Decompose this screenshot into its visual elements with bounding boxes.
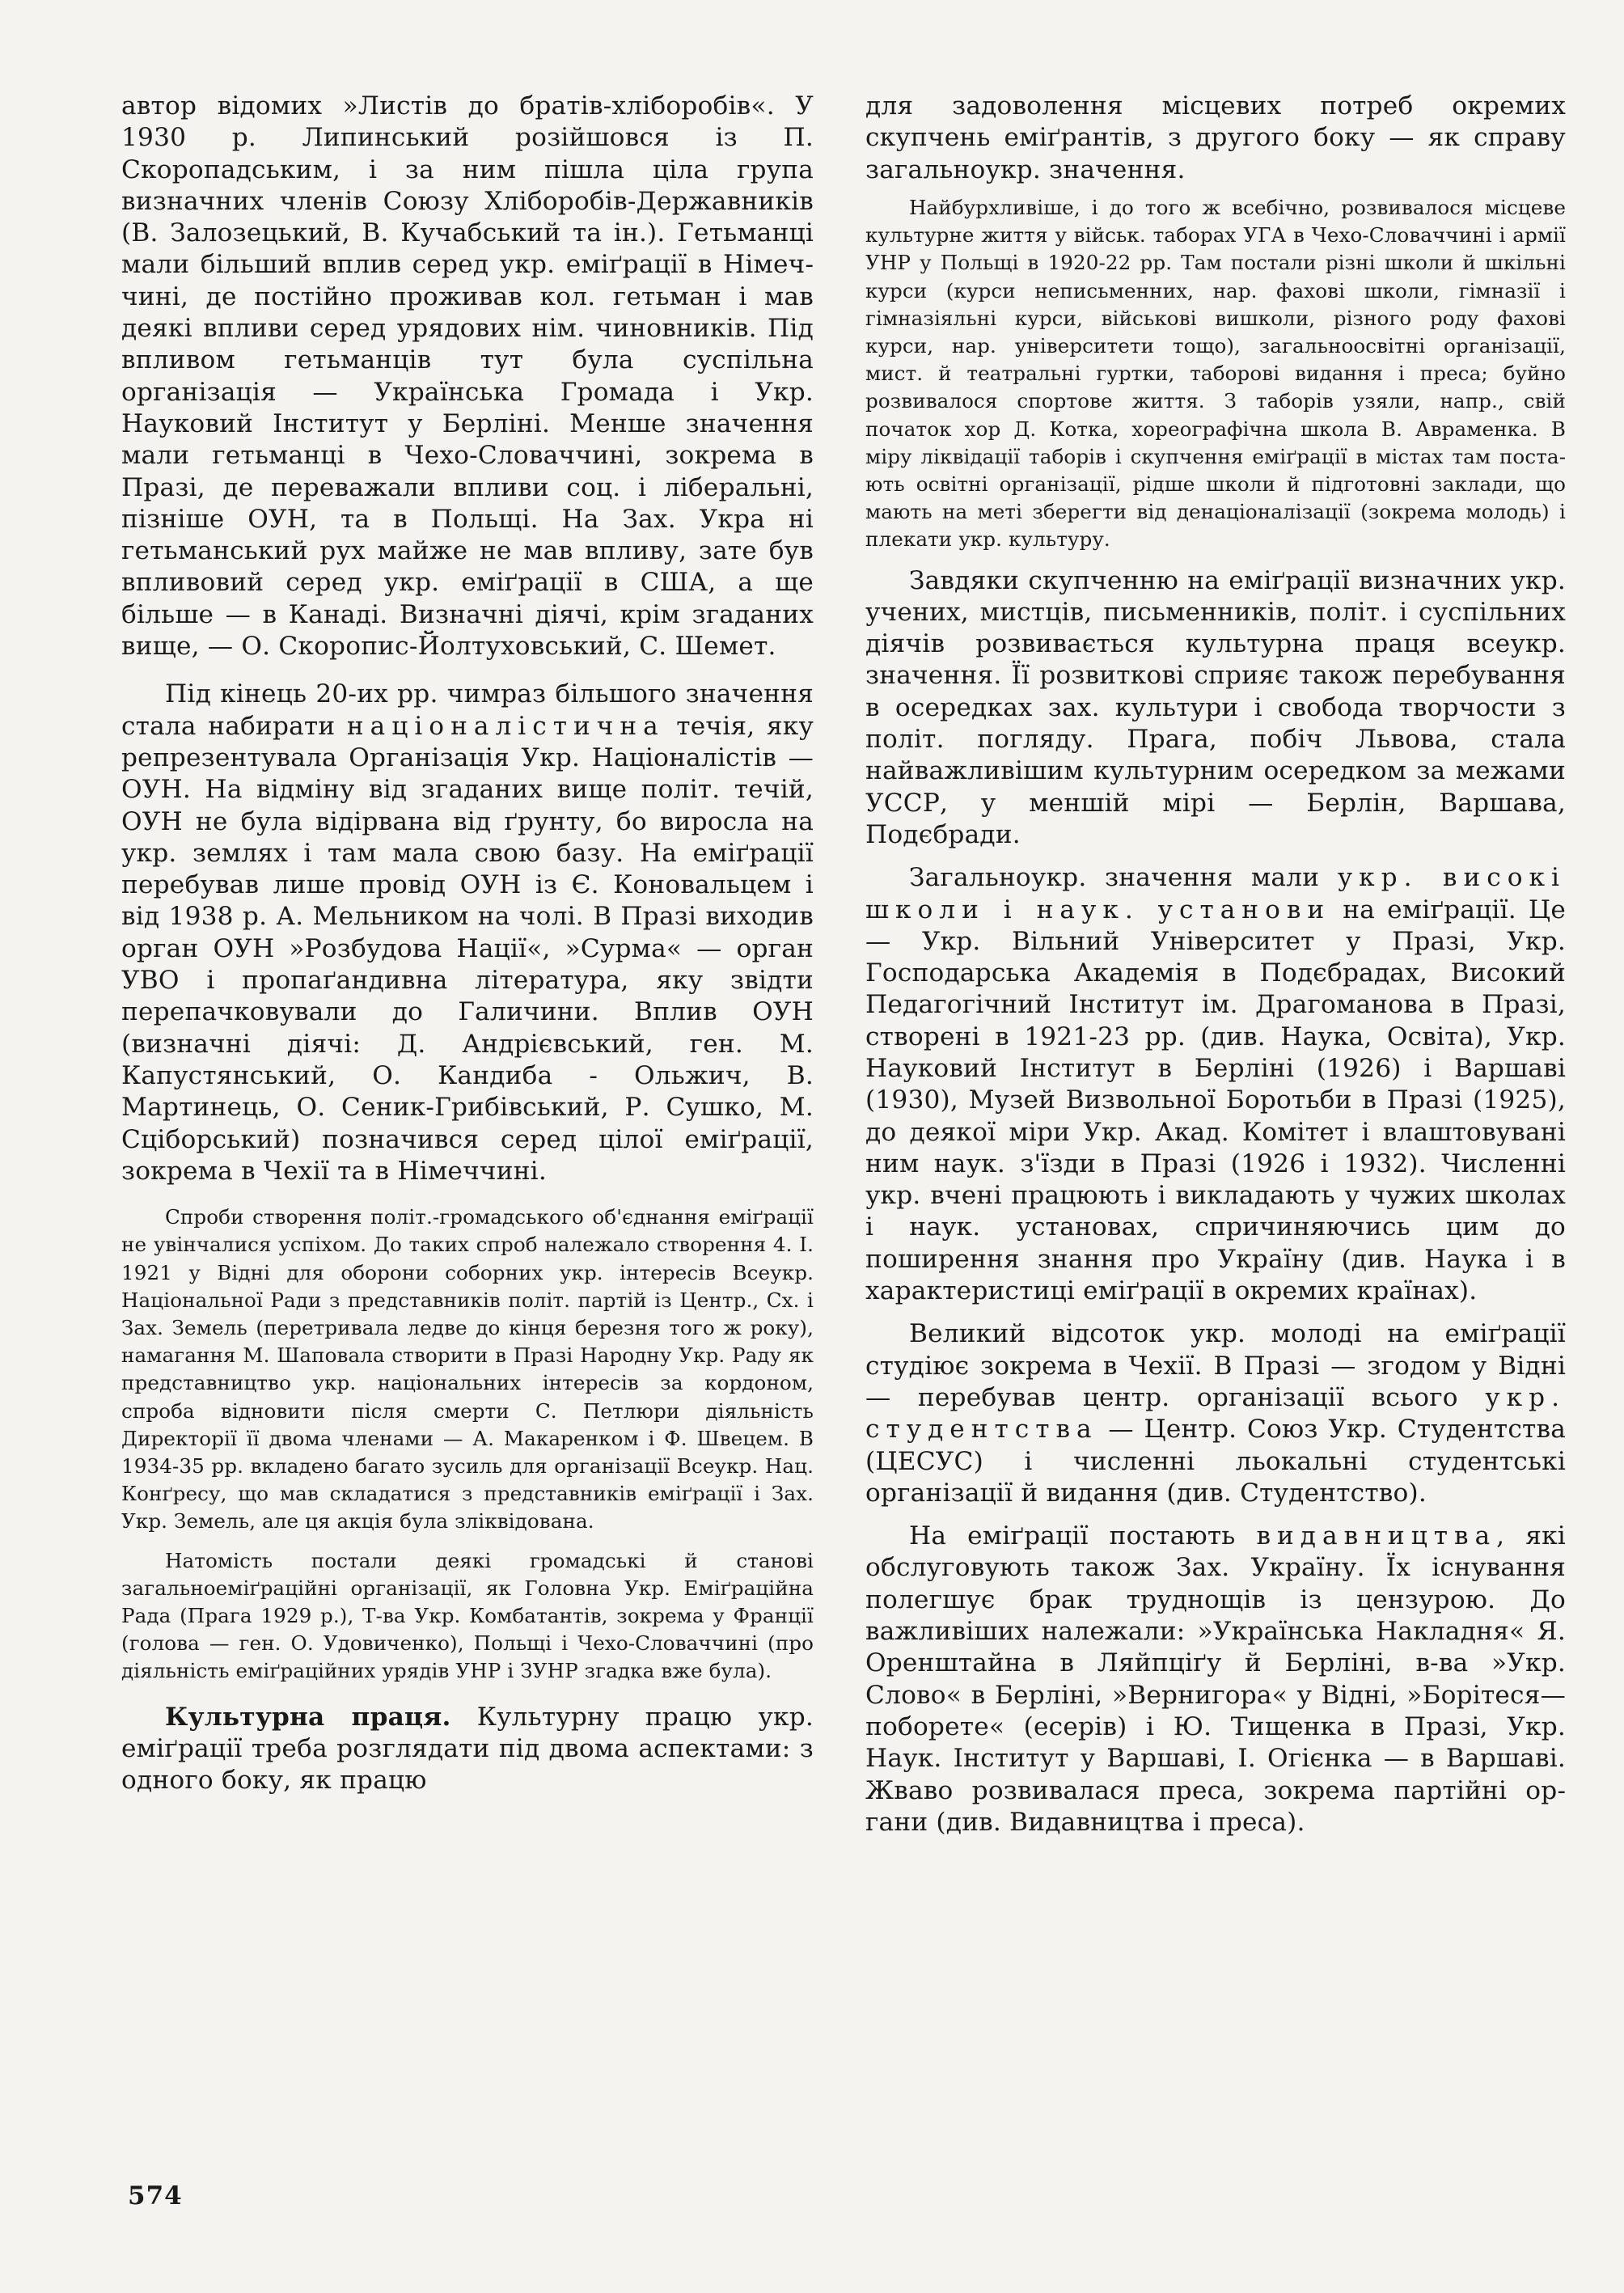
paragraph-oun [121, 679, 814, 1187]
paragraph-text: — Центр. Союз Укр. Студентства (ЦЕСУС) і численні льокальні студентські організації й видання (див. Студентство). [865, 1415, 1566, 1508]
paragraph-camps: Найбурхливіше, і до того ж всебічно, розвивалося місцеве культурне життя у військ. таборах УГА в Чехо-Словаччині і армії УНР у Польщі в 1920-22 рр. Там постали різні школи й шкільні курси (курси неписьменних, нар. фахові школи, гімназії і гімназіяльні курси, військові вишколи, різного роду фахові курси, нар. університети тощо), загальноосвітні організації, мист. й театральні гуртки, таборові видання і преса; буйно розвивалося спортове життя. З таборів узяли, напр., свій початок хор Д. Котка, хореографічна школа В. Авраменка. В міру ліквідації таборів і скупчення еміґрації в містах там постають освітні організації, рідше школи й підготовні заклади, що мають на меті зберегти від денаціоналізації (зокрема молодь) і плекати укр. культуру. [865, 195, 1566, 552]
paragraph-text: течія, яку репрезентувала Організація Укр. Націоналістів — ОУН. На відміну від згаданих вище політ. течій, ОУН не була відірвана від ґрунту, бо виросла на укр. землях і там мала свою базу. На еміґрації перебував лише провід ОУН із Є. Коновальцем і від 1938 р. А. Мельником на чолі. В Празі виходив орган ОУН »Розбудова Нації«, »Сурма« — орган УВО і пропаґандивна література, яку звідти перепачковували до Галичини. Вплив ОУН (визначні діячі: Д. Андрієвський, ген. М. Капустянський, О. Кандиба - Ольжич, В. Мартинець, О. Сеник-Грибівський, Р. Сушко, М. Сціборський) позначився серед цілої еміґрації, зокрема в Чехії та в Німеччині. [121, 711, 814, 1186]
paragraph-text: Великий відсоток укр. молоді на еміґрації студіює зокрема в Чехії. В Празі — згодом у Відні — перебував центр. організації всього [865, 1319, 1566, 1412]
paragraph-text: На еміґрації постають [909, 1521, 1257, 1551]
paragraph-cultural-work [121, 1702, 814, 1797]
right-column [865, 91, 1566, 1838]
page-number: 574 [128, 2181, 183, 2211]
paragraph-text: на еміґрації. Це — Укр. Вільний Університет у Празі, Укр. Господарська Академія в Подєбрадах, Високий Педагогічний Інститут ім. Драгоманова в Празі, створені в 1921-23 рр. (див. Наука, Освіта), Укр. Науковий Інститут в Берліні (1926) і Варшаві (1930), Музей Визвольної Боротьби в Празі (1925), до деякої міри Укр. Акад. Комітет і влаштовувані ним наук. з'їзди в Празі (1926 і 1932). Численні укр. вчені працюють і викладають у чужих школах і наук. установах, спричиняючись цим до поширення знання про Україну (див. Наука і в характеристиці еміґрації в окремих країнах). [865, 895, 1566, 1306]
left-column [121, 91, 814, 1796]
paragraph-organizations: Натомість постали деякі громадські й станові загальноеміґраційні організації, як Головна Укр. Еміґраційна Рада (Прага 1929 р.), Т-ва Укр. Комбатантів, зокрема у Франції (голова — ген. О. Удовиченко), Польщі і Чехо-Словаччині (про діяльність еміґраційних урядів УНР і ЗУНР згадка вже була). [121, 1548, 814, 1683]
paragraph-cultural-centers: Завдяки скупченню на еміґрації визначних укр. учених, мистців, письменників, політ. і суспільних діячів розвивається культурна праця всеукр. значення. Її розвиткові сприяє також перебування в осередках зах. культури і свобода творчости з політ. погляду. Прага, побіч Львова, стала найважливішим культурним осередком за межами УССР, у меншій мірі — Берлін, Варшава, Подєбради. [865, 565, 1566, 849]
spaced-term: націоналістична [346, 711, 665, 741]
paragraph-hetman-movement: автор відомих »Листів до братів-хліборобів«. У 1930 р. Липинський розійшовся із П. Скоропадським, і за ним пішла ціла група визначних членів Союзу Хліборобів-Державників (В. Залозецький, В. Кучабський та ін.). Гетьманці мали більший вплив серед укр. еміґрації в Німеччині, де постійно проживав кол. гетьман і мав деякі впливи серед урядових нім. чиновників. Під впливом гетьманців тут була суспільна організація — Українська Громада і Укр. Науковий Інститут у Берліні. Менше значення мали гетьманці в Чехо-Словаччині, зокрема в Празі, де переважали впливи соц. і ліберальні, пізніше ОУН, та в Польщі. На Зах. Укра ні гетьманський рух майже не мав впливу, зате був впливовий серед укр. еміґрації в США, а ще більше — в Канаді. Визначні діячі, крім згаданих вище, — О. Скоропис-Йолтуховський, С. Шемет. [121, 91, 814, 662]
spaced-term: видавництва [1256, 1521, 1497, 1551]
paragraph-text: Культурну працю укр. еміґрації треба розглядати під двома аспектами: з одного боку, як працю [121, 1702, 814, 1796]
paragraph-unification-attempts: Спроби створення політ.-громадського об'єднання еміґрації не увінчалися успіхом. До таких спроб належало створення 4. І. 1921 у Відні для оборони соборних укр. інтересів Всеукр. Національної Ради з представників політ. партій із Центр., Сх. і Зах. Земель (перетривала ледве до кінця березня того ж року), намагання М. Шаповала створити в Празі Народну Укр. Раду як представництво укр. національних інтересів за кордоном, спроба відновити після смерти С. Петлюри діяльність Директорії її двома членами — А. Макаренком і Ф. Швецем. В 1934-35 рр. вкладено багато зусиль для організації Всеукр. Нац. Конґресу, що мав складатися з представників еміґрації і Зах. Укр. Земель, але ця акція була зліквідована. [121, 1205, 814, 1534]
paragraph-publishers [865, 1521, 1566, 1838]
paragraph-students [865, 1318, 1566, 1509]
paragraph-higher-schools [865, 862, 1566, 1307]
paragraph-text: Загальноукр. значення мали [909, 863, 1338, 893]
paragraph-local-needs: для задоволення місцевих потреб окремих скупчень еміґрантів, з другого боку — як справу загальноукр. значення. [865, 91, 1566, 184]
paragraph-text: , які обслуговують також Зах. Україну. Їх існування полегшує брак труднощів із цензурою. До важливіших належали: »Українська Накладня« Я. Оренштайна в Ляйпціґу й Берліні, в-ва »Укр. Слово« в Берліні, »Вернигора« у Відні, »Борітеся—поборете« (есерів) і Ю. Тищенка в Празі, Укр. Наук. Інститут у Варшаві, І. Огієнка — в Варшаві. Жваво розвивалася преса, зокрема партійні органи (див. Видавництва і преса). [865, 1521, 1566, 1837]
paragraph-text: Під кінець 20-их рр. чимраз більшого значення стала набирати [121, 679, 814, 741]
section-heading: Культурна праця. [165, 1702, 451, 1732]
spaced-term: укр. високі школи і наук. установи [865, 863, 1566, 924]
spaced-term: укр. студентства [865, 1382, 1566, 1445]
